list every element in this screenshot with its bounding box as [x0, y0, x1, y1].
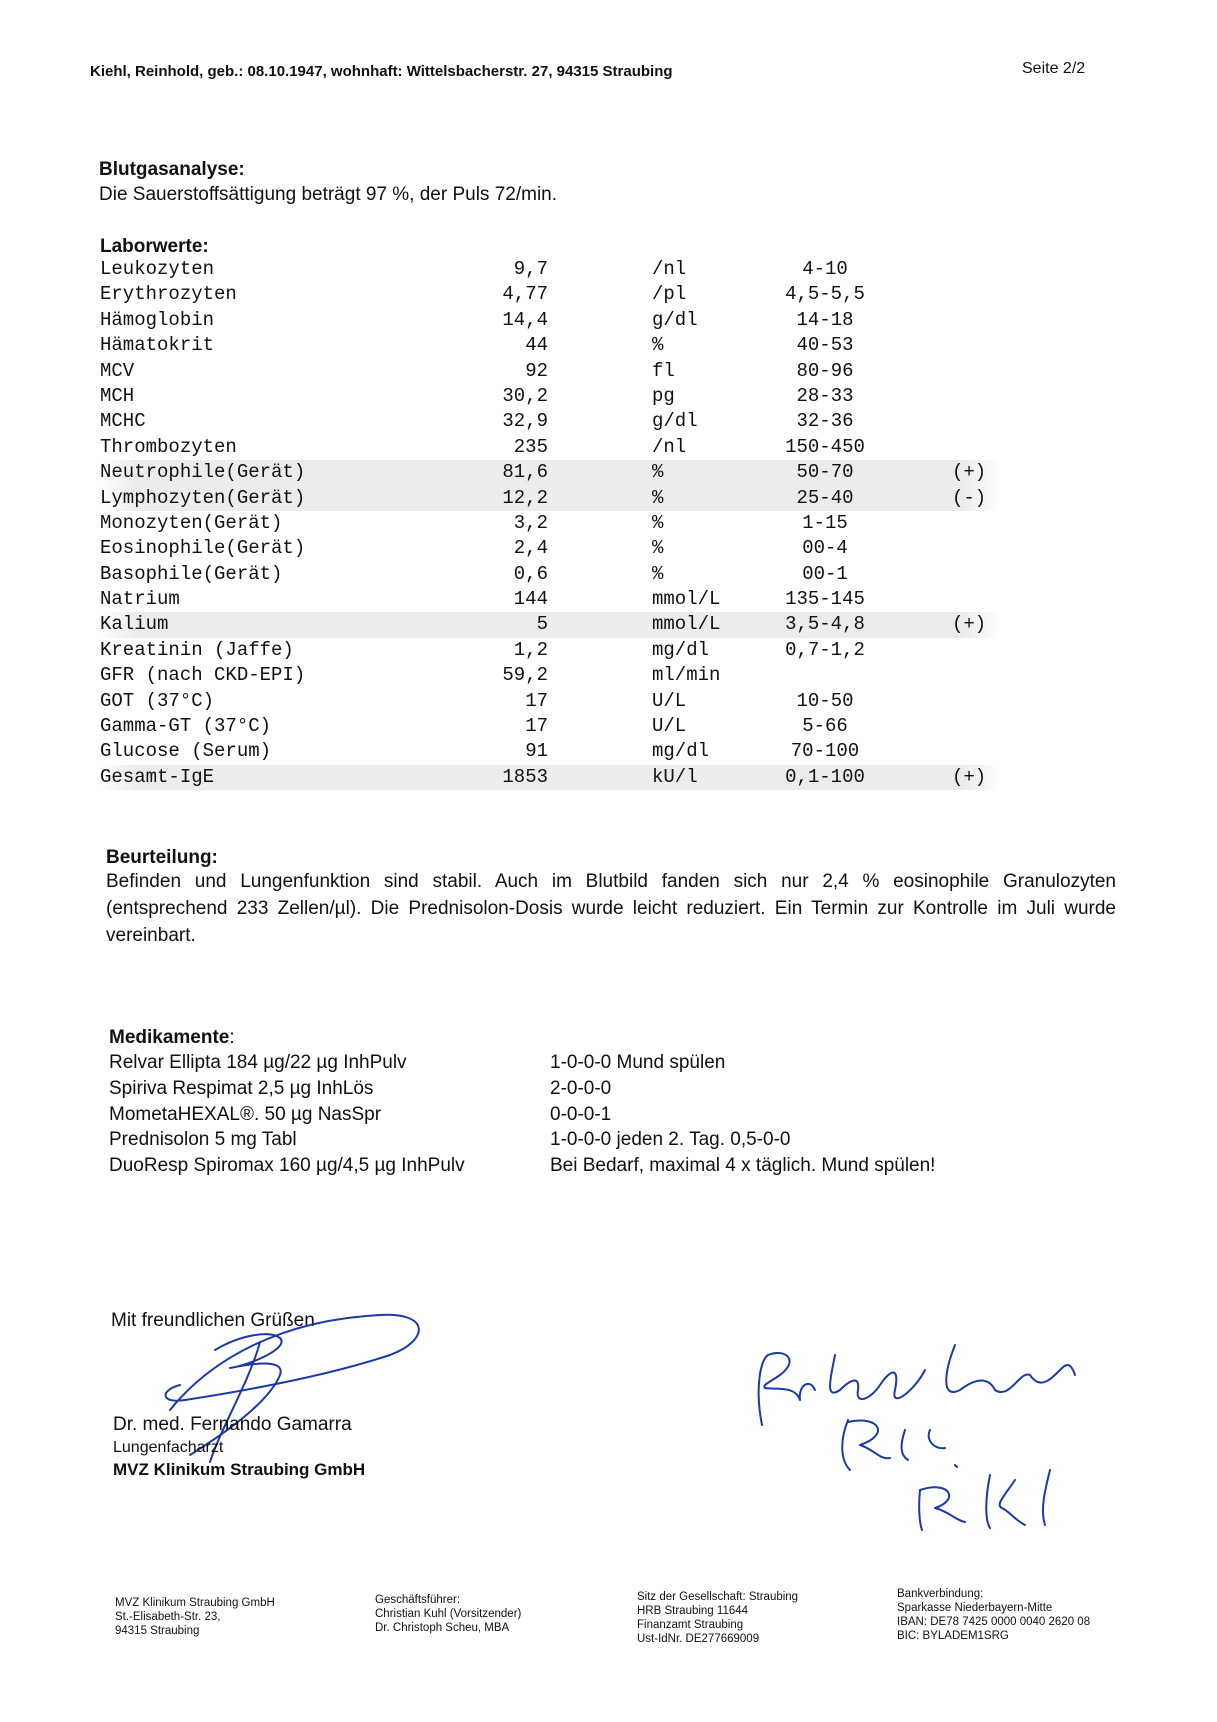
lab-row — [100, 612, 1000, 637]
footer-registration-line: HRB Straubing 11644 — [637, 1605, 749, 1617]
lab-ref: 00-4 — [802, 537, 848, 560]
lab-row — [100, 536, 1000, 561]
lab-unit: mg/dl — [652, 740, 710, 763]
med-dose: 2-0-0-0 — [550, 1077, 612, 1099]
lab-unit: % — [652, 486, 664, 509]
footer-company-line: St.-Elisabeth-Str. 23, — [115, 1611, 221, 1623]
footer-bank-line: Bankverbindung: — [897, 1588, 984, 1600]
lab-ref: 40-53 — [796, 334, 854, 357]
lab-value: 44 — [525, 334, 548, 357]
medikamente-title — [109, 1027, 235, 1049]
medication-list — [109, 1050, 1119, 1179]
lab-row — [100, 359, 1000, 384]
lab-value: 32,9 — [502, 410, 548, 433]
lab-flag: (+) — [952, 461, 987, 484]
footer-bank-line: Sparkasse Niederbayern-Mitte — [897, 1602, 1053, 1614]
lab-ref: 80-96 — [796, 359, 854, 382]
patient-signature — [740, 1330, 1140, 1540]
lab-ref: 4,5-5,5 — [785, 283, 865, 306]
lab-name: Leukozyten — [100, 258, 215, 280]
lab-row — [100, 333, 1000, 358]
med-name: Prednisolon 5 mg Tabl — [109, 1129, 297, 1151]
lab-name: MCV — [100, 359, 135, 382]
lab-ref: 00-1 — [802, 562, 848, 585]
lab-unit: ml/min — [652, 664, 721, 687]
lab-name: Kalium — [100, 613, 169, 636]
med-name: DuoResp Spiromax 160 µg/4,5 µg InhPulv — [109, 1155, 465, 1177]
lab-value: 1853 — [502, 765, 548, 788]
lab-row — [100, 409, 1000, 434]
lab-row — [100, 435, 1000, 460]
lab-row — [100, 638, 1000, 663]
lab-value: 9,7 — [513, 258, 548, 280]
lab-value: 1,2 — [513, 638, 548, 661]
lab-name: Erythrozyten — [100, 283, 237, 306]
lab-unit: /pl — [652, 283, 687, 306]
lab-values-table — [100, 257, 1000, 790]
lab-unit: U/L — [652, 715, 687, 738]
footer-management-line: Dr. Christoph Scheu, MBA — [375, 1622, 510, 1634]
medication-row — [109, 1153, 1119, 1179]
med-dose: Bei Bedarf, maximal 4 x täglich. Mund spülen! — [550, 1155, 936, 1177]
footer-bank-line: BIC: BYLADEM1SRG — [897, 1630, 1009, 1642]
lab-value: 144 — [513, 588, 548, 611]
med-dose: 1-0-0-0 jeden 2. Tag. 0,5-0-0 — [550, 1129, 791, 1151]
lab-ref: 25-40 — [796, 486, 854, 509]
lab-value: 14,4 — [502, 308, 548, 331]
lab-value: 91 — [525, 740, 548, 763]
lab-row — [100, 460, 1000, 485]
med-name: Spiriva Respimat 2,5 µg InhLös — [109, 1077, 374, 1099]
footer-company-line: MVZ Klinikum Straubing GmbH — [115, 1597, 275, 1609]
lab-value: 17 — [525, 689, 548, 712]
lab-value: 235 — [513, 435, 548, 458]
lab-row — [100, 663, 1000, 688]
medication-row — [109, 1102, 1119, 1128]
lab-value: 0,6 — [513, 562, 548, 585]
footer-company — [115, 1596, 275, 1638]
lab-unit: /nl — [652, 435, 687, 458]
lab-row — [100, 308, 1000, 333]
lab-unit: g/dl — [652, 308, 698, 331]
lab-row — [100, 511, 1000, 536]
closing-greeting: Mit freundlichen Grüßen — [111, 1310, 315, 1331]
footer-bank — [897, 1587, 1090, 1643]
lab-ref: 28-33 — [796, 384, 854, 407]
lab-unit: % — [652, 511, 664, 534]
doctor-name: Dr. med. Fernando Gamarra — [113, 1414, 352, 1435]
lab-flag: (+) — [952, 765, 987, 788]
lab-ref: 50-70 — [796, 461, 854, 484]
lab-flag: (+) — [952, 613, 987, 636]
lab-name: Eosinophile(Gerät) — [100, 537, 306, 560]
blutgas-text: Die Sauerstoffsättigung beträgt 97 %, der Puls 72/min. — [99, 184, 558, 205]
lab-row — [100, 689, 1000, 714]
lab-value: 12,2 — [502, 486, 548, 509]
lab-row — [100, 384, 1000, 409]
footer-registration — [637, 1590, 798, 1646]
lab-ref: 1-15 — [802, 511, 848, 534]
lab-name: Lymphozyten(Gerät) — [100, 486, 306, 509]
lab-row — [100, 282, 1000, 307]
doctor-title: Lungenfacharzt — [113, 1439, 224, 1456]
lab-value: 17 — [525, 715, 548, 738]
footer-company-line: 94315 Straubing — [115, 1625, 200, 1637]
lab-name: Gesamt-IgE — [100, 765, 215, 788]
lab-name: GOT (37°C) — [100, 689, 215, 712]
lab-row — [100, 739, 1000, 764]
lab-unit: % — [652, 461, 664, 484]
lab-unit: U/L — [652, 689, 687, 712]
lab-name: Monozyten(Gerät) — [100, 511, 283, 534]
med-dose: 0-0-0-1 — [550, 1103, 612, 1125]
patient-header: Kiehl, Reinhold, geb.: 08.10.1947, wohnhaft: Wittelsbacherstr. 27, 94315 Straubing — [90, 63, 673, 80]
lab-unit: g/dl — [652, 410, 698, 433]
lab-name: Thrombozyten — [100, 435, 237, 458]
lab-ref: 10-50 — [796, 689, 854, 712]
lab-value: 30,2 — [502, 384, 548, 407]
lab-ref: 135-145 — [785, 588, 865, 611]
lab-value: 59,2 — [502, 664, 548, 687]
blutgas-title: Blutgasanalyse: — [99, 159, 245, 180]
footer-registration-line: Sitz der Gesellschaft: Straubing — [637, 1591, 799, 1603]
lab-row — [100, 714, 1000, 739]
med-name: MometaHEXAL®. 50 µg NasSpr — [109, 1103, 382, 1125]
lab-row — [100, 765, 1000, 790]
lab-name: GFR (nach CKD-EPI) — [100, 664, 306, 687]
lab-row — [100, 562, 1000, 587]
footer-management — [375, 1593, 521, 1635]
lab-ref: 14-18 — [796, 308, 854, 331]
lab-name: Glucose (Serum) — [100, 740, 272, 763]
lab-ref: 32-36 — [796, 410, 854, 433]
beurteilung-text: Befinden und Lungenfunktion sind stabil. Auch im Blutbild fanden sich nur 2,4 % eosinophile Granulozyten (entsprechend 233 Zellen/µl). Die Prednisolon-Dosis wurde leicht reduziert. Ein Termin zur Kontrolle im Juli wurde vereinbart. — [106, 871, 1116, 946]
lab-value: 3,2 — [513, 511, 548, 534]
medikamente-title-colon: : — [229, 1027, 235, 1048]
lab-name: Natrium — [100, 588, 180, 611]
lab-name: Gamma-GT (37°C) — [100, 715, 272, 738]
lab-row — [100, 587, 1000, 612]
lab-name: Kreatinin (Jaffe) — [100, 638, 294, 661]
footer-registration-line: Ust-IdNr. DE277669009 — [637, 1633, 760, 1645]
lab-unit: pg — [652, 384, 675, 407]
lab-value: 2,4 — [513, 537, 548, 560]
medication-row — [109, 1076, 1119, 1102]
lab-name: Hämoglobin — [100, 308, 215, 331]
lab-name: Basophile(Gerät) — [100, 562, 283, 585]
footer-registration-line: Finanzamt Straubing — [637, 1619, 744, 1631]
medication-row — [109, 1127, 1119, 1153]
lab-unit: fl — [652, 359, 675, 382]
lab-ref: 3,5-4,8 — [785, 613, 865, 636]
footer-bank-line: IBAN: DE78 7425 0000 0040 2620 08 — [897, 1616, 1091, 1628]
lab-unit: % — [652, 537, 664, 560]
lab-unit: /nl — [652, 258, 687, 280]
lab-ref: 70-100 — [790, 740, 860, 763]
lab-unit: % — [652, 562, 664, 585]
lab-value: 5 — [536, 613, 548, 636]
labor-title: Laborwerte: — [100, 236, 209, 257]
lab-ref: 4-10 — [802, 258, 848, 280]
med-dose: 1-0-0-0 Mund spülen — [550, 1052, 726, 1073]
lab-value: 92 — [525, 359, 548, 382]
lab-name: Hämatokrit — [100, 334, 215, 357]
lab-ref: 0,1-100 — [785, 765, 865, 788]
page-number: Seite 2/2 — [1022, 60, 1086, 77]
lab-row — [100, 257, 1000, 282]
lab-name: MCHC — [100, 410, 146, 433]
lab-unit: mmol/L — [652, 588, 721, 611]
footer-management-line: Christian Kuhl (Vorsitzender) — [375, 1608, 522, 1620]
beurteilung-title: Beurteilung: — [106, 847, 218, 868]
lab-unit: % — [652, 334, 664, 357]
lab-row — [100, 486, 1000, 511]
med-name: Relvar Ellipta 184 µg/22 µg InhPulv — [109, 1052, 407, 1073]
footer-management-line: Geschäftsführer: — [375, 1594, 461, 1606]
lab-unit: kU/l — [652, 765, 698, 788]
lab-name: MCH — [100, 384, 135, 407]
lab-ref: 5-66 — [802, 715, 848, 738]
lab-unit: mmol/L — [652, 613, 721, 636]
medication-row — [109, 1050, 1119, 1076]
lab-value: 4,77 — [502, 283, 548, 306]
lab-value: 81,6 — [502, 461, 548, 484]
lab-name: Neutrophile(Gerät) — [100, 461, 306, 484]
lab-flag: (-) — [952, 486, 987, 509]
lab-ref: 150-450 — [785, 435, 865, 458]
medikamente-title-text: Medikamente — [109, 1027, 230, 1048]
clinic-name: MVZ Klinikum Straubing GmbH — [113, 1460, 366, 1479]
lab-ref: 0,7-1,2 — [785, 638, 865, 661]
lab-unit: mg/dl — [652, 638, 710, 661]
